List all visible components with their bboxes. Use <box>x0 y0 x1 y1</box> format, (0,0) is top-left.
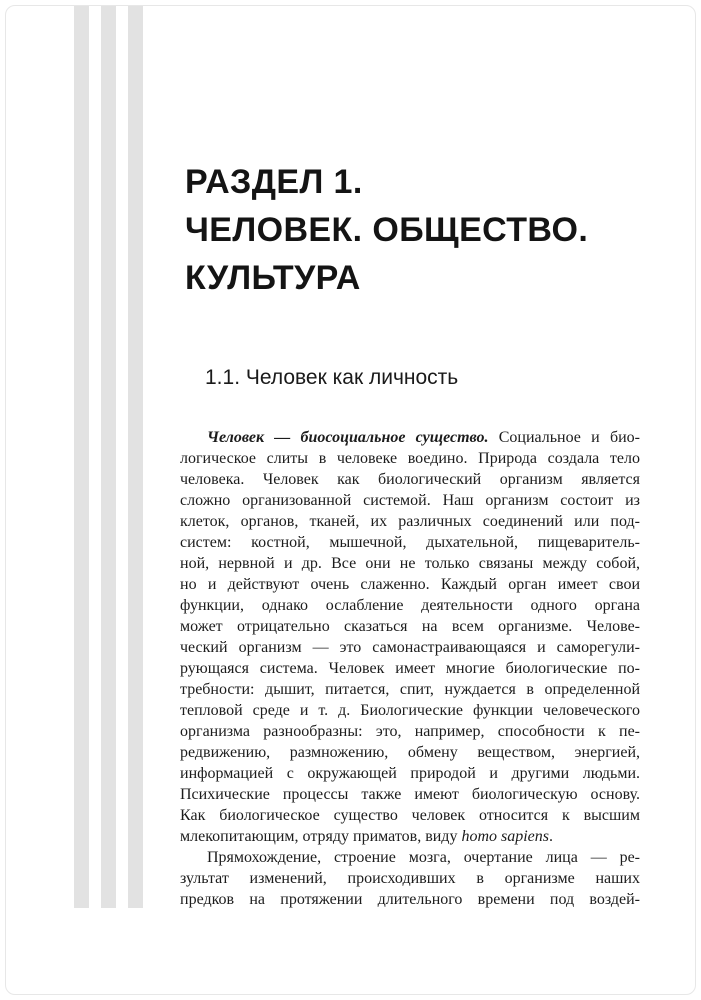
text-line <box>180 532 640 553</box>
text-segment: сложно организованной системой. Наш организм состоит из <box>180 492 640 509</box>
text-line <box>180 889 640 910</box>
text-line <box>180 658 640 679</box>
text-line <box>180 742 640 763</box>
text-segment: зультат изменений, происходивших в организме наших <box>180 870 640 887</box>
text-line <box>180 511 640 532</box>
text-line <box>180 679 640 700</box>
text-segment: . <box>549 828 554 845</box>
section-heading-line: РАЗДЕЛ 1. <box>185 163 363 201</box>
italic-term: homo sapiens <box>461 828 550 845</box>
text-line <box>180 574 640 595</box>
text-segment: тепловой среде и т. д. Биологические функции человеческого <box>180 702 640 719</box>
text-line <box>180 490 640 511</box>
text-line <box>180 427 640 448</box>
text-segment: ной, нервной и др. Все они не только связаны между собой, <box>180 555 640 572</box>
text-line <box>180 763 640 784</box>
text-segment: млекопитающим, отряду приматов, виду <box>180 828 462 845</box>
lead-term: Человек — биосоциальное существо. <box>207 429 489 446</box>
text-segment: информацией с окружающей природой и другими людьми. <box>180 765 640 782</box>
text-line <box>180 616 640 637</box>
paragraph <box>180 847 640 910</box>
text-line <box>180 805 640 826</box>
text-segment: рующаяся система. Человек имеет многие биологические по- <box>180 660 640 677</box>
decorative-stripe <box>101 6 116 908</box>
text-segment: Психические процессы также имеют биологическую основу. <box>180 786 640 803</box>
text-line <box>180 721 640 742</box>
text-segment: организма разнообразны: это, например, способности к пе- <box>180 723 640 740</box>
text-segment: систем: костной, мышечной, дыхательной, пищеваритель- <box>180 534 640 551</box>
text-line <box>180 868 640 889</box>
text-segment: Как биологическое существо человек относится к высшим <box>180 807 640 824</box>
text-segment: функции, однако ослабление деятельности одного органа <box>180 597 640 614</box>
text-line <box>180 784 640 805</box>
text-line <box>180 553 640 574</box>
text-segment: Социальное и био- <box>488 429 641 446</box>
text-line <box>180 469 640 490</box>
body-text <box>180 427 640 910</box>
text-segment: редвижению, размножению, обмену веществом, энергией, <box>180 744 640 761</box>
text-segment: но и действуют очень слаженно. Каждый орган имеет свои <box>180 576 640 593</box>
text-line <box>180 448 640 469</box>
text-line <box>180 847 640 868</box>
text-line <box>180 700 640 721</box>
section-heading-line: КУЛЬТУРА <box>185 259 361 297</box>
decorative-stripe <box>128 6 143 908</box>
text-segment: клеток, органов, тканей, их различных соединений или под- <box>180 513 640 530</box>
text-segment: требности: дышит, питается, спит, нуждается в определенной <box>180 681 640 698</box>
text-segment: Прямохождение, строение мозга, очертание лица — ре- <box>207 849 640 866</box>
text-line <box>180 637 640 658</box>
chapter-subheading: 1.1. Человек как личность <box>205 366 459 389</box>
text-segment: логическое слиты в человеке воедино. Природа создала тело <box>180 450 640 467</box>
section-heading-line: ЧЕЛОВЕК. ОБЩЕСТВО. <box>185 211 589 249</box>
text-segment: ческий организм — это самонастраивающаяся и саморегули- <box>180 639 640 656</box>
decorative-stripe <box>74 6 89 908</box>
text-segment: предков на протяжении длительного времени под воздей- <box>180 891 640 908</box>
text-line <box>180 595 640 616</box>
text-segment: может отрицательно сказаться на всем организме. Челове- <box>180 618 640 635</box>
paragraph <box>180 427 640 847</box>
text-line <box>180 826 640 847</box>
text-segment: человека. Человек как биологический организм является <box>180 471 640 488</box>
section-heading <box>185 158 588 302</box>
